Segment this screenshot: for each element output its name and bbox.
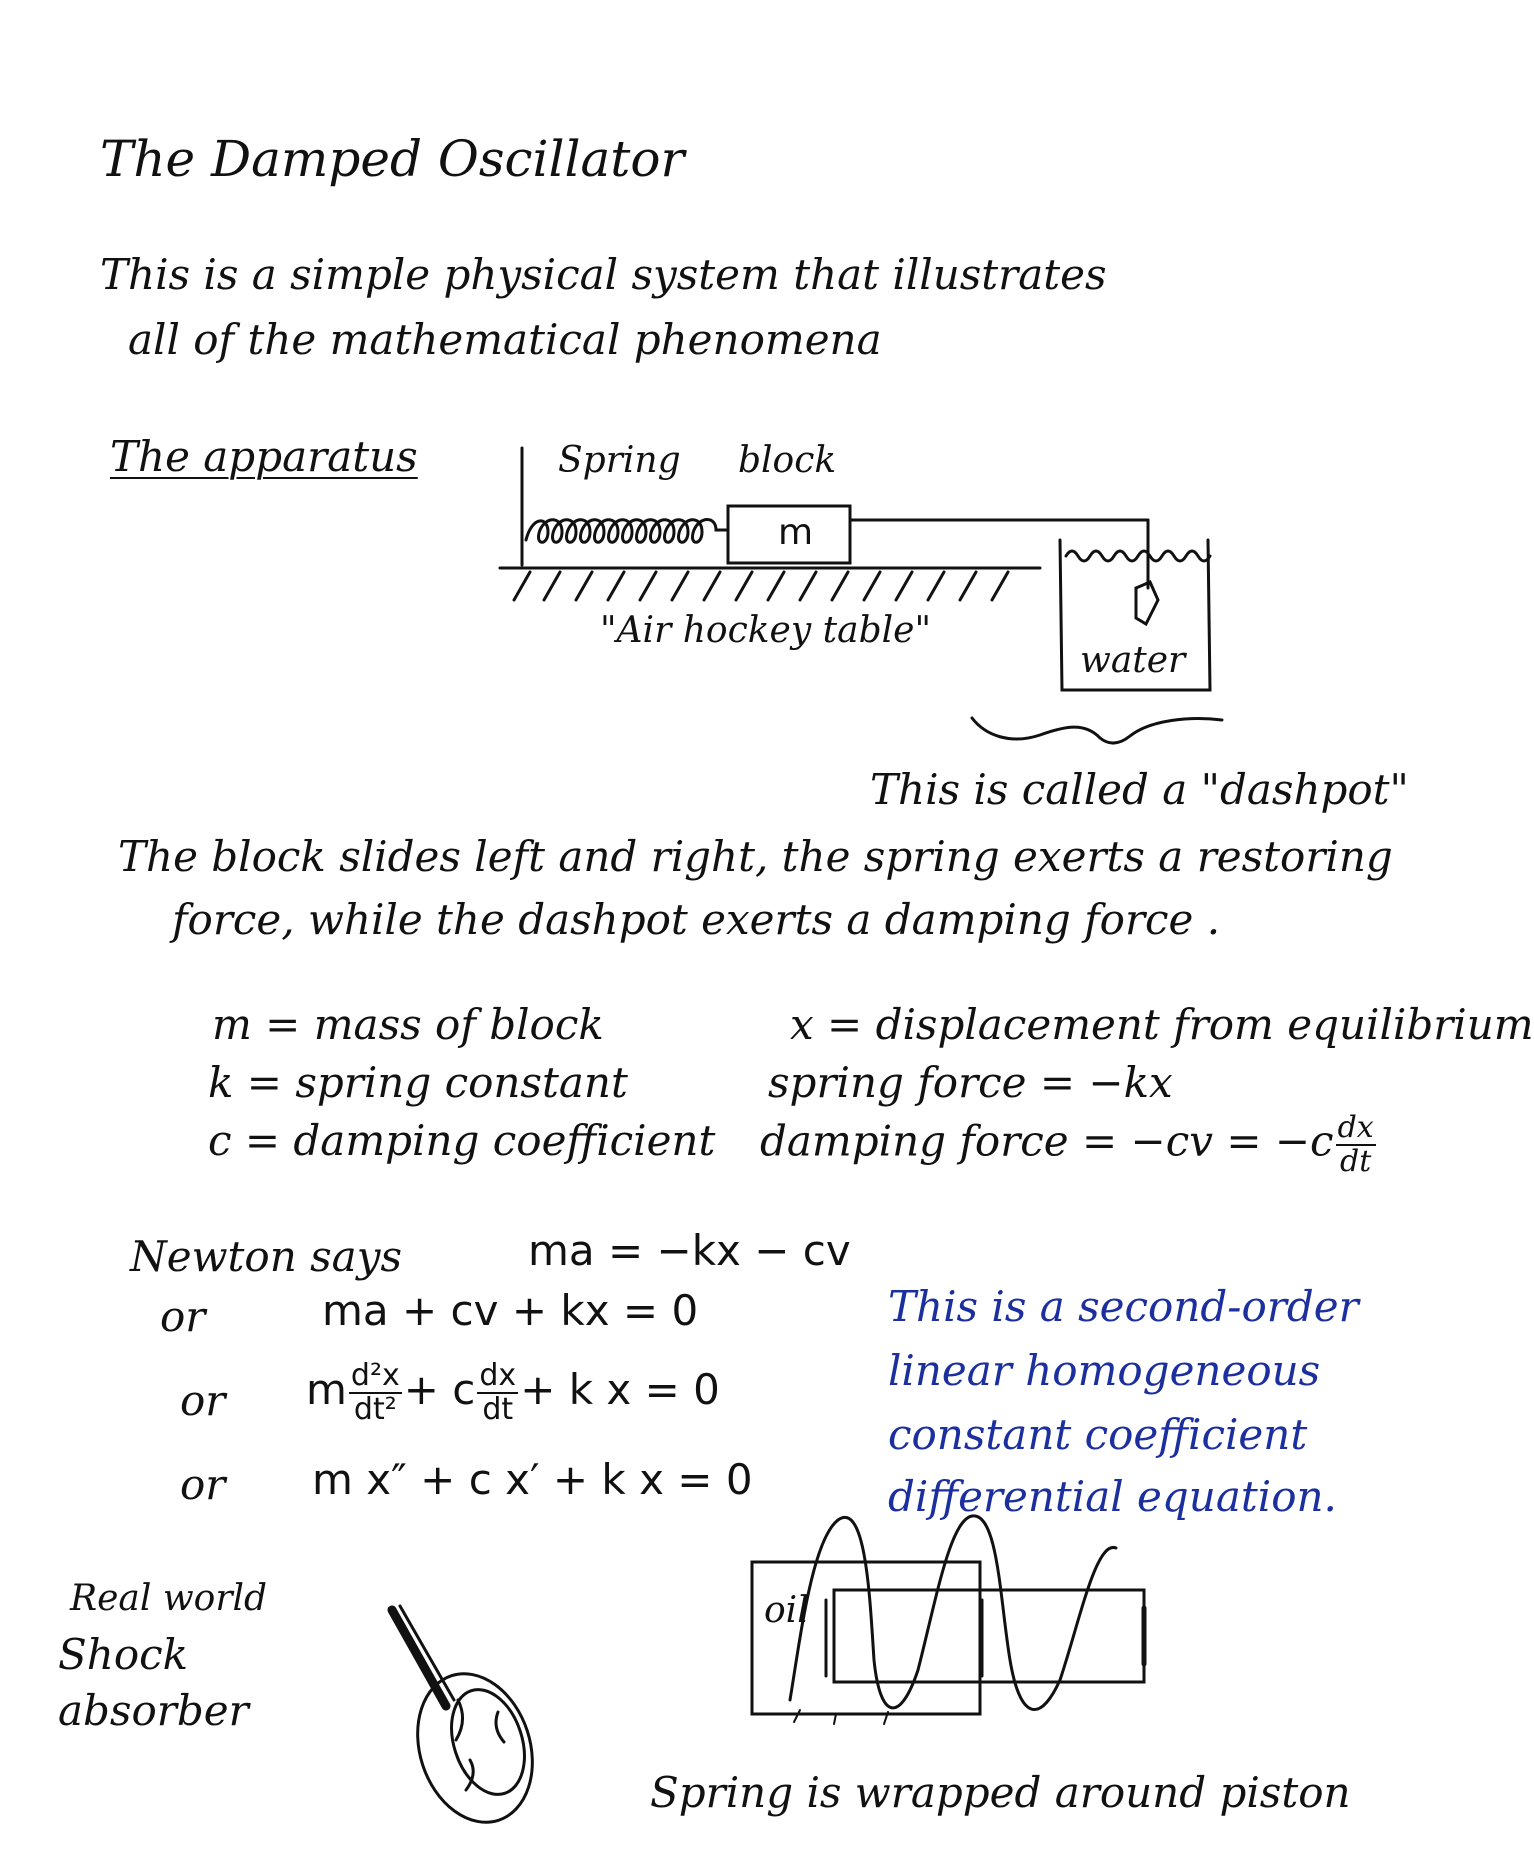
- note-line-3: constant coefficient: [888, 1410, 1308, 1459]
- eq3-num-1: d²x: [350, 1358, 400, 1393]
- dashpot-caption: This is called a "dashpot": [870, 765, 1409, 814]
- equation-1: ma = −kx − cv: [528, 1226, 851, 1275]
- intro-line-2: all of the mathematical phenomena: [128, 315, 882, 364]
- equation-2: ma + cv + kx = 0: [322, 1286, 699, 1335]
- newton-says-label: Newton says: [130, 1232, 402, 1281]
- block-label: block: [738, 440, 837, 481]
- or-label-3: or: [180, 1460, 226, 1509]
- note-line-2: linear homogeneous: [888, 1346, 1321, 1395]
- or-label-2: or: [180, 1376, 226, 1425]
- eq3-m: m: [306, 1365, 347, 1414]
- shock-label-line-2: Shock: [58, 1630, 189, 1679]
- piston: [834, 1590, 1144, 1682]
- water-label: water: [1080, 640, 1186, 681]
- def-damping-force-text: damping force = −cv = −c: [760, 1116, 1334, 1166]
- note-line-1: This is a second-order: [888, 1282, 1359, 1331]
- spring-label: Spring: [558, 440, 681, 481]
- apparatus-heading: The apparatus: [110, 432, 418, 481]
- dx-numerator: dx: [1337, 1110, 1374, 1145]
- shock-label-line-1: Real world: [70, 1578, 268, 1619]
- def-spring-force: spring force = −kx: [768, 1058, 1173, 1107]
- def-mass: m = mass of block: [212, 1000, 604, 1049]
- equation-4: m x″ + c x′ + k x = 0: [312, 1455, 753, 1504]
- mass-label: m: [778, 512, 814, 553]
- table-label: "Air hockey table": [600, 610, 931, 651]
- note-line-4: differential equation.: [888, 1472, 1337, 1521]
- oil-cylinder: [752, 1562, 980, 1714]
- description-line-1: The block slides left and right, the spring exerts a restoring: [118, 832, 1393, 881]
- page-title: The Damped Oscillator: [100, 130, 685, 188]
- intro-line-1: This is a simple physical system that illustrates: [100, 250, 1107, 299]
- shock-label-line-3: absorber: [58, 1686, 249, 1735]
- def-spring-constant: k = spring constant: [208, 1058, 628, 1107]
- eq3-end: + k x = 0: [520, 1365, 720, 1414]
- wheel-sketch: [392, 1606, 551, 1837]
- eq3-num-2: dx: [479, 1358, 517, 1393]
- description-line-2: force, while the dashpot exerts a damping force .: [172, 895, 1221, 944]
- or-label-1: or: [160, 1292, 206, 1341]
- wrapped-spring: [790, 1516, 1116, 1710]
- eq3-den-1: dt²: [353, 1391, 397, 1427]
- def-displacement: x = displacement from equilibrium: [790, 1000, 1534, 1049]
- oil-label: oil: [764, 1590, 809, 1631]
- spring-piston-caption: Spring is wrapped around piston: [650, 1768, 1351, 1817]
- eq3-den-2: dt: [482, 1391, 514, 1427]
- def-damping-coefficient: c = damping coefficient: [208, 1116, 716, 1165]
- dt-denominator: dt: [1340, 1143, 1372, 1179]
- eq3-mid: + c: [403, 1365, 476, 1414]
